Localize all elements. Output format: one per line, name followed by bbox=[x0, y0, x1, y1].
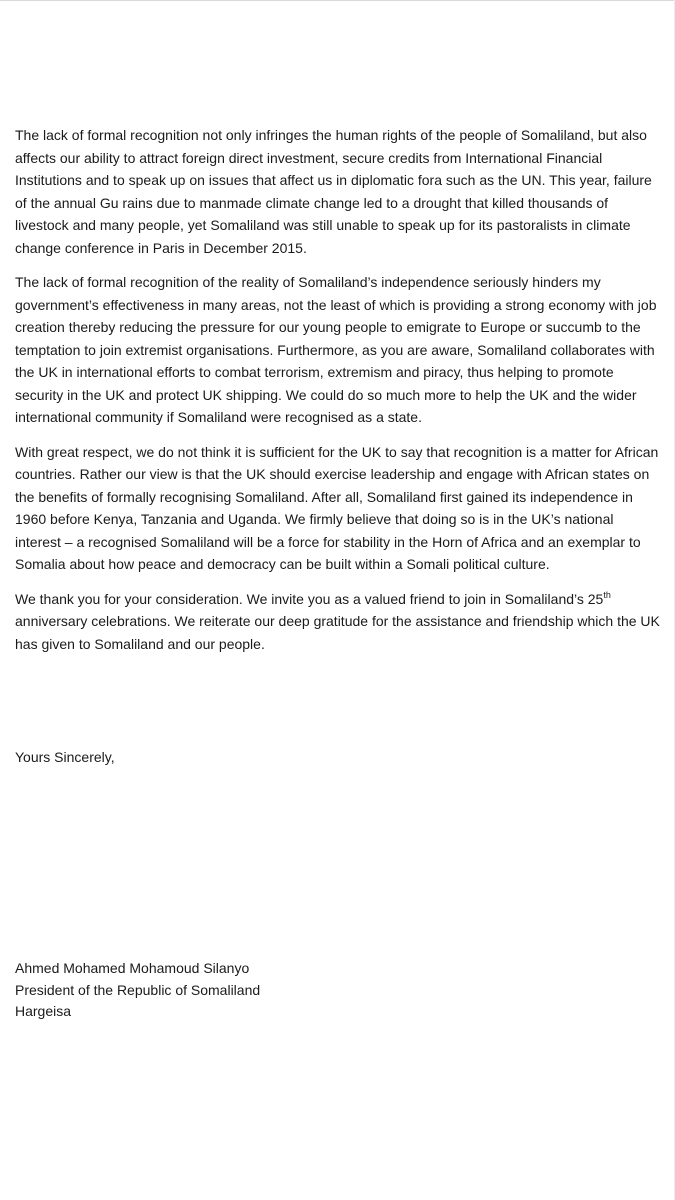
paragraph-uk-leadership: With great respect, we do not think it is sufficient for the UK to say that recognition is a matter for African countries. Rather our view is that the UK should exercise leadership and engage with African states on the benefits of formally recognising Somaliland. After all, Somaliland first gained its independence in 1960 before Kenya, Tanzania and Uganda. We firmly believe that doing so is in the UK’s national interest – a recognised Somaliland will be a force for stability in the Horn of Africa and an exemplar to Somalia about how peace and democracy can be built within a Somali political culture. bbox=[15, 443, 659, 572]
thanks-text-start: We thank you for your consideration. We invite you as a valued friend to join in Somaliland’s 25 bbox=[15, 590, 604, 607]
closing-salutation: Yours Sincerely, bbox=[15, 749, 115, 765]
paragraph-thanks bbox=[15, 588, 663, 656]
letter-body bbox=[15, 124, 663, 667]
paragraph-government-effectiveness: The lack of formal recognition of the reality of Somaliland’s independence seriously hinders my government’s effectiveness in many areas, not the least of which is providing a strong economy with job creation thereby reducing the pressure for our young people to emigrate to Europe or succumb to the temptation to join extremist organisations. Furthermore, as you are aware, Somaliland collaborates with the UK in international efforts to combat terrorism, extremism and piracy, thus helping to promote security in the UK and protect UK shipping. We could do so much more to help the UK and the wider international community if Somaliland were recognised as a state. bbox=[15, 274, 657, 425]
signatory-title: President of the Republic of Somaliland bbox=[15, 981, 261, 998]
page-top-edge bbox=[0, 0, 675, 1]
paragraph-recognition-rights: The lack of formal recognition not only infringes the human rights of the people of Somaliland, but also affects our ability to attract foreign direct investment, secure credits from International Financial Institutions and to speak up on issues that affect us in diplomatic fora such as the UN. This year, failure of the annual Gu rains due to manmade climate change led to a drought that killed thousands of livestock and many people, yet Somaliland was still unable to speak up for its pastoralists in climate change conference in Paris in December 2015. bbox=[15, 127, 652, 256]
signature-block bbox=[15, 958, 260, 1023]
signatory-name: Ahmed Mohamed Mohamoud Silanyo bbox=[15, 960, 250, 976]
ordinal-suffix: th bbox=[603, 589, 611, 600]
thanks-text-end: anniversary celebrations. We reiterate our deep gratitude for the assistance and friendship which the UK has given to Somaliland and our people. bbox=[15, 613, 660, 652]
signatory-location: Hargeisa bbox=[15, 1003, 72, 1019]
